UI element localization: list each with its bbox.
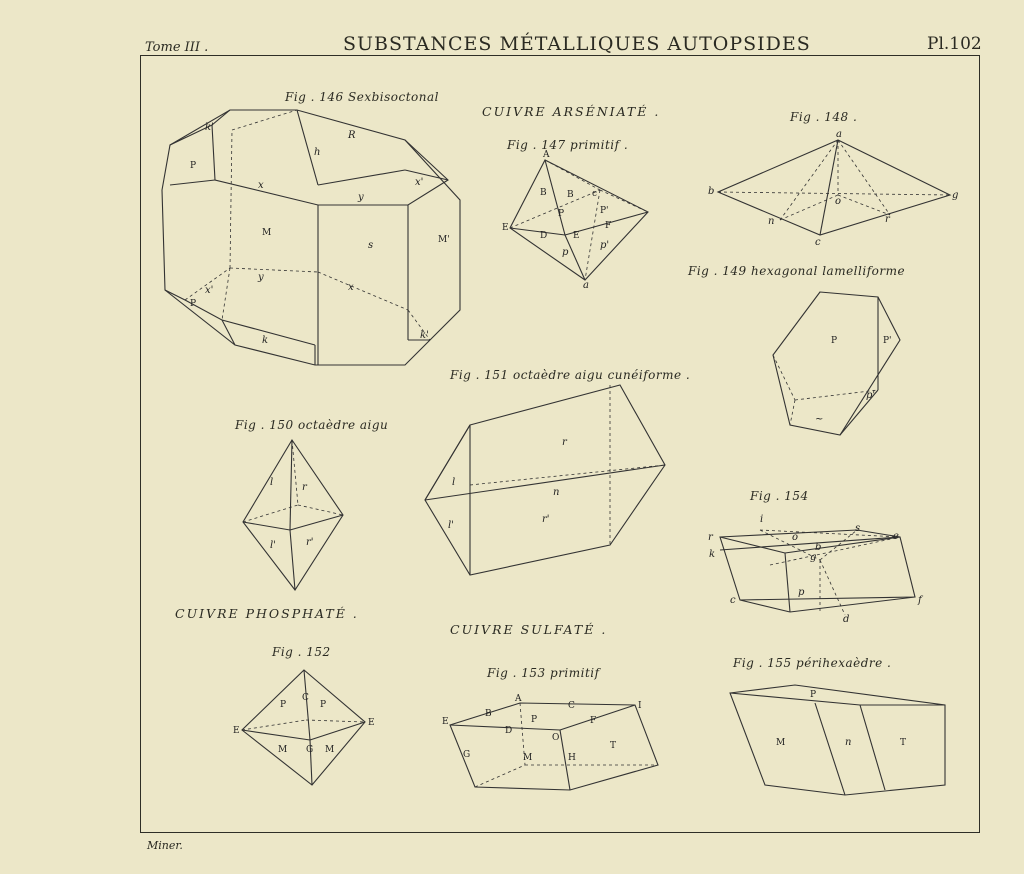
fig-151-caption: Fig . 151 octaèdre aigu cunéiforme . bbox=[450, 368, 691, 382]
fig-152-drawing bbox=[233, 670, 375, 785]
fig-148-caption: Fig . 148 . bbox=[790, 110, 858, 124]
svg-text:o: o bbox=[792, 532, 799, 543]
svg-text:n: n bbox=[553, 487, 560, 498]
svg-text:i: i bbox=[760, 514, 764, 525]
svg-text:x': x' bbox=[205, 285, 214, 296]
svg-text:P: P bbox=[531, 715, 538, 725]
fig-154-drawing bbox=[708, 514, 924, 625]
svg-text:y: y bbox=[258, 272, 264, 283]
svg-text:E: E bbox=[233, 726, 240, 736]
svg-text:b: b bbox=[815, 542, 822, 553]
svg-text:p: p bbox=[798, 587, 805, 598]
svg-text:F: F bbox=[605, 221, 612, 231]
svg-text:I: I bbox=[638, 701, 642, 711]
svg-text:r: r bbox=[885, 214, 890, 225]
plate-number: Pl.102 bbox=[927, 34, 982, 54]
svg-text:T: T bbox=[610, 741, 617, 751]
svg-text:k': k' bbox=[205, 122, 214, 133]
svg-text:E: E bbox=[442, 717, 449, 727]
svg-text:k': k' bbox=[420, 330, 429, 341]
svg-text:l': l' bbox=[270, 540, 276, 551]
fig-150-drawing bbox=[243, 440, 343, 590]
fig-146-drawing bbox=[162, 110, 460, 365]
svg-text:p': p' bbox=[600, 240, 610, 251]
svg-text:T: T bbox=[900, 738, 907, 748]
svg-text:D: D bbox=[540, 231, 548, 241]
fig-150-caption: Fig . 150 octaèdre aigu bbox=[235, 418, 389, 432]
svg-text:M: M bbox=[523, 753, 533, 763]
svg-text:P: P bbox=[280, 700, 287, 710]
svg-text:M: M bbox=[325, 745, 335, 755]
svg-text:r': r' bbox=[306, 537, 314, 548]
svg-text:n: n bbox=[845, 737, 852, 748]
fig-155-caption: Fig . 155 périhexaèdre . bbox=[733, 656, 892, 670]
fig-154-caption: Fig . 154 bbox=[750, 489, 809, 503]
svg-text:c: c bbox=[730, 595, 736, 606]
svg-text:a: a bbox=[583, 280, 589, 291]
svg-text:R: R bbox=[348, 130, 356, 141]
svg-text:O: O bbox=[552, 733, 560, 743]
svg-text:H: H bbox=[568, 753, 576, 763]
section-cuivre-phosphate: CUIVRE PHOSPHATÉ . bbox=[175, 606, 359, 621]
svg-text:p: p bbox=[562, 247, 569, 258]
svg-text:P: P bbox=[831, 336, 838, 346]
svg-text:e: e bbox=[893, 531, 899, 542]
fig-148-drawing bbox=[708, 129, 958, 248]
svg-text:c: c bbox=[815, 237, 821, 248]
section-cuivre-arseniate: CUIVRE ARSÉNIATÉ . bbox=[482, 104, 661, 119]
fig-153-caption: Fig . 153 primitif bbox=[487, 666, 600, 680]
svg-text:C: C bbox=[568, 701, 575, 711]
svg-text:d: d bbox=[843, 614, 850, 625]
plate-title: SUBSTANCES MÉTALLIQUES AUTOPSIDES bbox=[343, 33, 811, 55]
svg-text:F: F bbox=[590, 716, 597, 726]
svg-text:M: M bbox=[776, 738, 786, 748]
fig-146-caption: Fig . 146 Sexbisoctonal bbox=[285, 90, 439, 104]
svg-text:r: r bbox=[302, 482, 307, 493]
svg-text:E: E bbox=[502, 223, 509, 233]
fig-151-drawing bbox=[425, 385, 665, 575]
svg-text:y: y bbox=[358, 192, 364, 203]
svg-text:b: b bbox=[708, 186, 715, 197]
svg-text:A: A bbox=[543, 150, 550, 160]
svg-text:P': P' bbox=[600, 206, 609, 216]
fig-152-caption: Fig . 152 bbox=[272, 645, 331, 659]
volume-label: Tome III . bbox=[145, 40, 209, 55]
svg-text:l': l' bbox=[448, 520, 454, 531]
svg-text:C: C bbox=[302, 693, 309, 703]
svg-text:D: D bbox=[505, 726, 513, 736]
fig-155-drawing bbox=[730, 685, 945, 795]
fig-149-caption: Fig . 149 hexagonal lamelliforme bbox=[688, 264, 906, 278]
fig-149-drawing bbox=[773, 292, 900, 435]
svg-text:A: A bbox=[515, 694, 522, 704]
svg-text:l: l bbox=[452, 477, 456, 488]
svg-text:k: k bbox=[262, 335, 269, 346]
svg-text:c: c bbox=[592, 189, 598, 199]
svg-text:P: P bbox=[810, 690, 817, 700]
svg-text:P: P bbox=[190, 161, 197, 171]
svg-text:~: ~ bbox=[815, 414, 824, 425]
svg-text:M': M' bbox=[438, 235, 450, 245]
svg-text:k: k bbox=[709, 549, 716, 560]
svg-text:g: g bbox=[952, 190, 959, 201]
svg-text:x: x bbox=[348, 282, 354, 293]
svg-text:s: s bbox=[368, 240, 374, 251]
fig-147-drawing bbox=[502, 150, 648, 291]
svg-text:o: o bbox=[835, 196, 842, 207]
engraver-signature: Miner. bbox=[147, 839, 183, 852]
svg-text:G: G bbox=[306, 745, 314, 755]
svg-text:r': r' bbox=[542, 514, 550, 525]
svg-text:P: P bbox=[558, 209, 565, 219]
svg-text:n: n bbox=[768, 216, 775, 227]
svg-text:r: r bbox=[708, 532, 713, 543]
svg-text:E: E bbox=[368, 718, 375, 728]
svg-text:B: B bbox=[540, 188, 547, 198]
svg-text:l: l bbox=[270, 477, 274, 488]
svg-text:G: G bbox=[463, 750, 471, 760]
svg-text:E: E bbox=[573, 231, 580, 241]
svg-text:h: h bbox=[314, 147, 321, 158]
svg-text:f: f bbox=[918, 595, 922, 606]
svg-text:M: M bbox=[278, 745, 288, 755]
svg-text:x': x' bbox=[415, 177, 424, 188]
fig-147-caption: Fig . 147 primitif . bbox=[507, 138, 629, 152]
svg-text:B: B bbox=[485, 709, 492, 719]
svg-text:M: M bbox=[262, 228, 272, 238]
svg-text:P: P bbox=[320, 700, 327, 710]
section-cuivre-sulfate: CUIVRE SULFATÉ . bbox=[450, 622, 608, 637]
svg-text:g: g bbox=[810, 552, 817, 563]
svg-text:s: s bbox=[855, 523, 861, 534]
svg-text:a: a bbox=[836, 129, 842, 140]
svg-text:B: B bbox=[567, 190, 574, 200]
svg-text:r: r bbox=[562, 437, 567, 448]
svg-text:P': P' bbox=[883, 336, 892, 346]
fig-153-drawing bbox=[442, 694, 658, 790]
svg-text:x: x bbox=[258, 180, 264, 191]
svg-text:P: P bbox=[190, 299, 197, 309]
svg-text:p': p' bbox=[866, 390, 876, 401]
